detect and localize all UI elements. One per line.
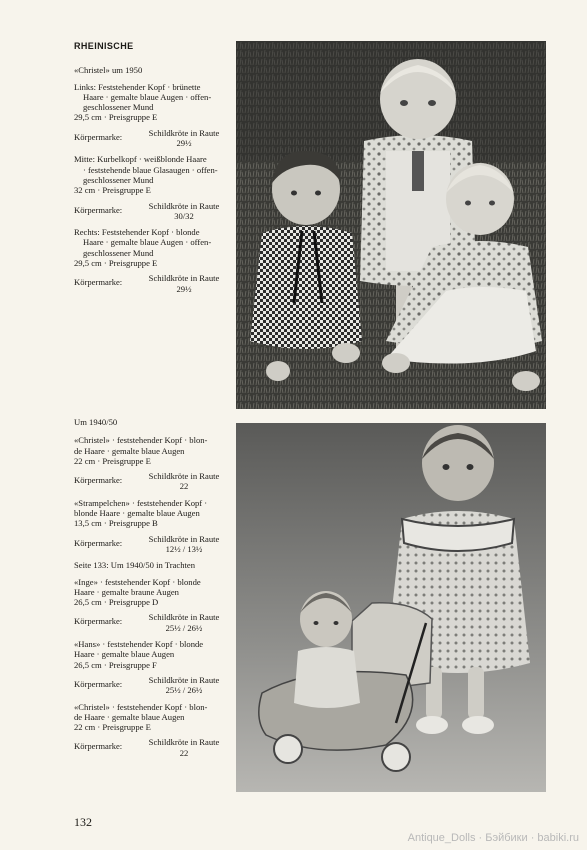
body-mark: Körpermarke: Schildkröte in Raute 22 — [74, 471, 220, 492]
entry-christel-1940: «Christel» · feststehender Kopf · blon- de Haare · gemalte blaue Augen 22 cm · Preisgruppe E Körpermarke: Schildkröte in Raute 22 — [74, 435, 232, 491]
body-mark: Körpermarke: Schildkröte in Raute 25½ / 26½ — [74, 674, 220, 696]
page-number: 132 — [74, 815, 92, 829]
entry-hans: «Hans» · feststehender Kopf · blonde Haare · gemalte blaue Augen 26,5 cm · Preisgruppe F Körpermarke: Schildkröte in Raute 25½ / 26½ — [74, 639, 232, 695]
body-mark: Körpermarke: Schildkröte in Raute 12½ / 13½ — [74, 533, 220, 554]
entry-left-doll: Links: Feststehender Kopf · brünette Haare · gemalte blaue Augen · offen- geschlossener Mund 29,5 cm · Preisgruppe E Körpermarke: Schildkröte in Raute 29½ — [74, 82, 232, 149]
photo-dolls-with-pram — [236, 423, 546, 792]
entry-middle-doll: Mitte: Kurbelkopf · weißblonde Haare · feststehende blaue Glasaugen · offen- geschlossener Mund 32 cm · Preisgruppe E Körpermarke: Schildkröte in Raute 30/32 — [74, 154, 232, 221]
photo-dolls-with-pram-image — [236, 423, 546, 792]
body-mark: Körpermarke: Schildkröte in Raute 29½ — [74, 273, 220, 294]
entry-inge: «Inge» · feststehender Kopf · blonde Haare · gemalte braune Augen 26,5 cm · Preisgruppe D Körpermarke: Schildkröte in Raute 25½ / 26½ — [74, 577, 232, 633]
section-2-title: Um 1940/50 — [74, 417, 118, 427]
body-mark: Körpermarke: Schildkröte in Raute 22 — [74, 737, 220, 758]
watermark: Antique_Dolls · Бэйбики · babiki.ru — [407, 832, 579, 844]
section-1-title: «Christel» um 1950 — [74, 65, 143, 76]
body-mark: Körpermarke: Schildkröte in Raute 25½ / 26½ — [74, 612, 220, 633]
section-2 — [74, 417, 232, 764]
body-mark: Körpermarke: Schildkröte in Raute 29½ — [74, 127, 220, 149]
section-1 — [74, 41, 232, 300]
page-heading: RHEINISCHE — [74, 41, 134, 51]
photo-three-dolls — [236, 41, 546, 409]
photo-three-dolls-image — [236, 41, 546, 409]
entry-strampelchen: «Strampelchen» · feststehender Kopf · blonde Haare · gemalte blaue Augen 13,5 cm · Preisgruppe B Körpermarke: Schildkröte in Raute 12½ / 13½ — [74, 498, 232, 554]
entry-christel-tracht: «Christel» · feststehender Kopf · blon- de Haare · gemalte blaue Augen 22 cm · Preisgruppe E Körpermarke: Schildkröte in Raute 22 — [74, 702, 232, 758]
entry-right-doll: Rechts: Feststehender Kopf · blonde Haare · gemalte blaue Augen · offen- geschlossener Mund 29,5 cm · Preisgruppe E Körpermarke: Schildkröte in Raute 29½ — [74, 227, 232, 294]
body-mark: Körpermarke: Schildkröte in Raute 30/32 — [74, 200, 220, 221]
section-3-title: Seite 133: Um 1940/50 in Trachten — [74, 560, 196, 571]
